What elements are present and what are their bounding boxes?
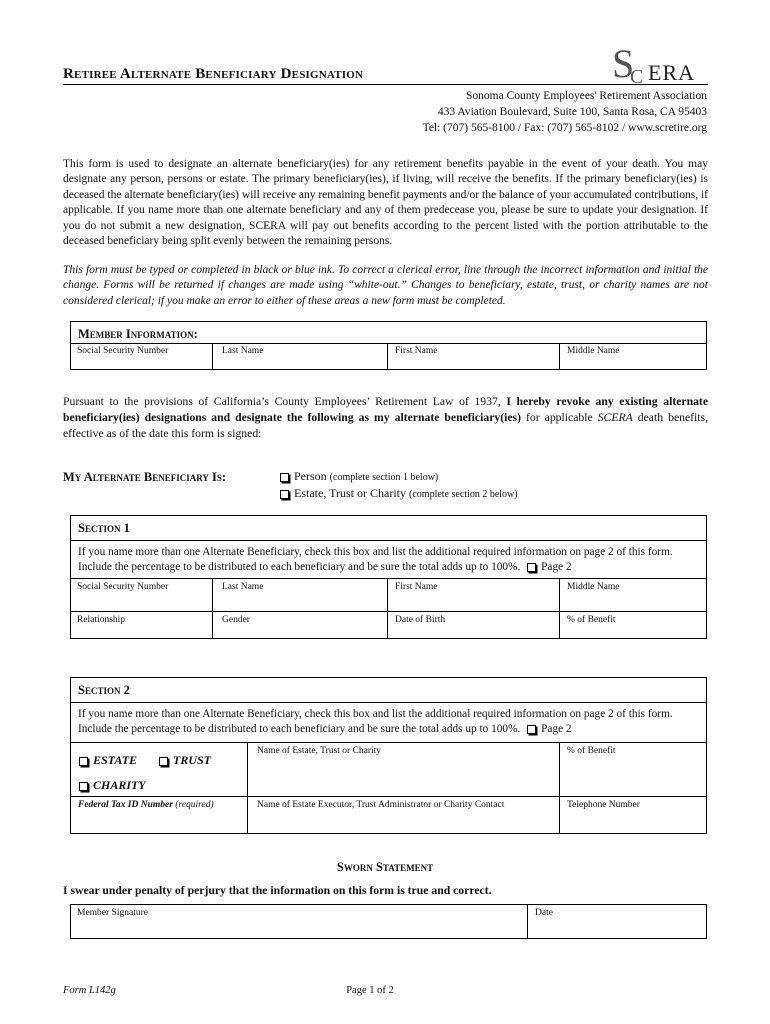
section2-title: Section 2 [78, 683, 130, 697]
signature-box [70, 904, 707, 939]
org-address: 433 Aviation Boulevard, Suite 100, Santa Rosa, CA 95403 [437, 106, 707, 118]
section2-box [70, 677, 707, 834]
form-id: Form L142g [63, 985, 116, 996]
section1-title: Section 1 [78, 521, 130, 535]
member-signature-field[interactable]: Member Signature [77, 908, 148, 918]
intro-paragraph: This form is used to designate an alternate beneficiary(ies) for any retirement benefits payable in the event of your death. You may designate any person, persons or estate. The primary beneficiary(ies), if living, will receive the benefits. If the primary beneficiary(ies) is deceased the alternate beneficiary(ies) will receive any remaining benefit payments and/or the balance of your accumulated contributions, if applicable. If you name more than one alternate beneficiary and any of them predecease you, please be sure to update your designation. If you do not submit a new designation, SCERA will pay out benefits according to the percent listed with the portion attributable to the deceased beneficiary being split evenly between the remaining persons. [63, 158, 708, 248]
member-info-title: Member Information: [78, 327, 198, 341]
date-field[interactable]: Date [535, 908, 553, 918]
section1-box [70, 515, 707, 639]
sworn-title: Sworn Statement [336, 860, 434, 874]
revoke-paragraph: Pursuant to the provisions of California’s County Employees’ Retirement Law of 1937, I hereby revoke any existing alternate beneficiary(ies) designations and designate the following as my alternate beneficiary(ies) for applicable SCERA death benefits, effective as of the date this form is signed: [63, 395, 709, 440]
s1-dob-field[interactable]: Date of Birth [395, 615, 446, 625]
member-first-name-field[interactable]: First Name [395, 346, 438, 356]
s1-ssn-field[interactable]: Social Security Number [77, 582, 169, 592]
org-contact: Tel: (707) 565-8100 / Fax: (707) 565-8102 / www.scretire.org [422, 122, 707, 134]
member-ssn-field[interactable]: Social Security Number [77, 346, 169, 356]
org-name: Sonoma County Employees' Retirement Association [466, 90, 707, 102]
s1-relationship-field[interactable]: Relationship [77, 615, 126, 625]
charity-option[interactable]: CHARITY [79, 778, 146, 793]
s2-percent-field[interactable]: % of Benefit [567, 746, 616, 756]
sworn-statement: I swear under penalty of perjury that the information on this form is true and correct. [63, 884, 492, 897]
member-last-name-field[interactable]: Last Name [222, 346, 264, 356]
s1-gender-field[interactable]: Gender [222, 615, 250, 625]
section1-page2-checkbox[interactable] [527, 563, 536, 572]
member-middle-name-field[interactable]: Middle Name [567, 346, 620, 356]
person-checkbox[interactable] [280, 473, 289, 482]
s1-first-name-field[interactable]: First Name [395, 582, 438, 592]
charity-checkbox[interactable] [79, 782, 88, 791]
instructions-paragraph: This form must be typed or completed in black or blue ink. To correct a clerical error, line through the incorrect information and initial the change. Forms will be returned if changes are made using “white-out.” Changes to beneficiary, estate, trust, or charity names are not considered clerical; if you make an error to either of these areas a new form must be completed. [63, 264, 708, 307]
s1-last-name-field[interactable]: Last Name [222, 582, 264, 592]
estate-checkbox[interactable] [79, 757, 88, 766]
s2-executor-field[interactable]: Name of Estate Executor, Trust Administrator or Charity Contact [257, 800, 505, 810]
option-person[interactable]: Person (complete section 1 below) [280, 469, 438, 484]
member-info-box [70, 321, 707, 370]
s2-phone-field[interactable]: Telephone Number [567, 800, 640, 810]
estate-option[interactable]: ESTATE [79, 753, 137, 768]
page-number: Page 1 of 2 [346, 985, 394, 996]
section2-note: If you name more than one Alternate Beneficiary, check this box and list the additional required information on page 2 of this form. Include the percentage to be distributed to each beneficiary and be sure the total adds up to 100%. Page 2 [78, 708, 673, 736]
s2-name-field[interactable]: Name of Estate, Trust or Charity [257, 746, 382, 756]
form-title: Retiree Alternate Beneficiary Designation [63, 66, 364, 82]
estate-trust-charity-checkbox[interactable] [280, 490, 289, 499]
s2-tax-id-field[interactable]: Federal Tax ID Number (required) [78, 800, 214, 810]
option-estate-trust-charity[interactable]: Estate, Trust or Charity (complete section 2 below) [280, 486, 518, 501]
s1-percent-field[interactable]: % of Benefit [567, 615, 616, 625]
trust-checkbox[interactable] [159, 757, 168, 766]
trust-option[interactable]: TRUST [159, 753, 211, 768]
section1-note: If you name more than one Alternate Beneficiary, check this box and list the additional required information on page 2 of this form. Include the percentage to be distributed to each beneficiary and be sure the total adds up to 100%. Page 2 [78, 546, 673, 574]
s1-middle-name-field[interactable]: Middle Name [567, 582, 620, 592]
section2-page2-checkbox[interactable] [527, 725, 536, 734]
scera-logo: S C ERA [612, 41, 695, 88]
alt-beneficiary-label: My Alternate Beneficiary Is: [63, 470, 227, 484]
